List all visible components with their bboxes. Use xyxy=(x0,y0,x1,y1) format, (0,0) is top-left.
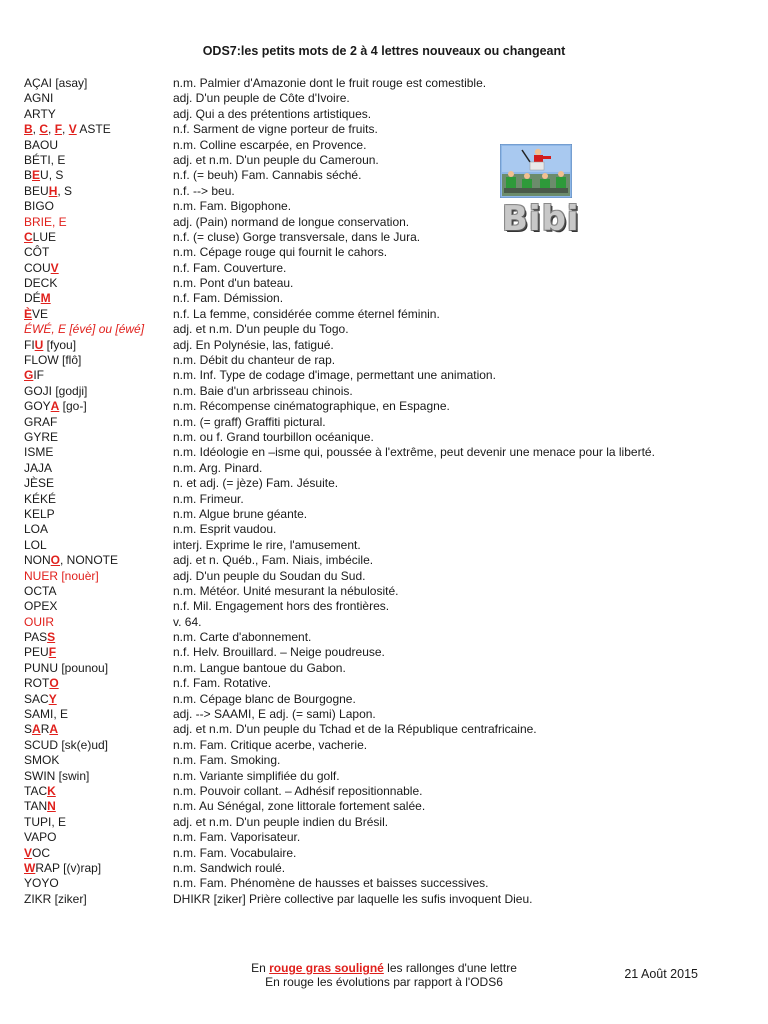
entry-word xyxy=(24,107,56,122)
word-segment: GOY xyxy=(24,399,51,414)
entry-word xyxy=(24,861,101,876)
added-letter: S xyxy=(47,630,56,645)
entry-word xyxy=(24,753,59,768)
entry-word xyxy=(24,815,66,830)
entry-definition: n.m. ou f. Grand tourbillon océanique. xyxy=(173,429,374,444)
entry-word xyxy=(24,645,56,660)
added-letter: F xyxy=(54,122,63,137)
entry-word xyxy=(24,430,58,445)
entry-definition: adj. En Polynésie, las, fatigué. xyxy=(173,337,334,352)
list-item xyxy=(24,846,744,861)
word-segment: AÇAI [asay] xyxy=(24,76,88,90)
list-item xyxy=(24,799,744,814)
word-segment: ROT xyxy=(24,676,50,691)
entry-word xyxy=(24,522,48,537)
entry-word xyxy=(24,892,87,907)
entry-definition: n.f. (= cluse) Gorge transversale, dans le Jura. xyxy=(173,229,421,244)
entry-word xyxy=(24,122,111,137)
word-segment: [fyou] xyxy=(43,337,77,352)
list-item xyxy=(24,168,744,183)
entry-word xyxy=(24,199,54,214)
entry-definition: n.m. Fam. Phénomène de hausses et baisses successives. xyxy=(173,876,489,891)
list-item xyxy=(24,876,744,891)
entry-definition: n.f. Sarment de vigne porteur de fruits. xyxy=(173,122,378,137)
entry-definition: n.m. Cépage blanc de Bourgogne. xyxy=(173,691,356,706)
list-item xyxy=(24,569,744,584)
list-item xyxy=(24,415,744,430)
list-item xyxy=(24,707,744,722)
list-item xyxy=(24,738,744,753)
word-segment: IF xyxy=(33,368,45,383)
entry-word xyxy=(24,476,54,491)
entry-definition: n.f. Fam. Couverture. xyxy=(173,260,287,275)
list-item xyxy=(24,584,744,599)
list-item xyxy=(24,630,744,645)
word-list xyxy=(24,76,744,907)
word-segment: ASTE xyxy=(76,122,111,137)
word-segment: SAMI, E xyxy=(24,707,69,722)
entry-word xyxy=(24,76,87,91)
entry-word xyxy=(24,676,59,691)
word-segment: TAC xyxy=(24,783,48,798)
list-item xyxy=(24,599,744,614)
word-segment: JAJA xyxy=(24,460,53,475)
word-segment: GRAF xyxy=(24,414,58,429)
entry-definition: n.m. Frimeur. xyxy=(173,491,244,506)
entry-definition: n.m. Récompense cinématographique, en Espagne. xyxy=(173,399,450,414)
entry-word xyxy=(24,507,55,522)
list-item xyxy=(24,138,744,153)
word-segment: CÔT xyxy=(24,245,50,260)
list-item xyxy=(24,645,744,660)
entry-word xyxy=(24,261,59,276)
list-item xyxy=(24,784,744,799)
entry-definition: n.m. Fam. Vocabulaire. xyxy=(173,845,297,860)
added-letter: Y xyxy=(48,691,57,706)
added-letter: V xyxy=(50,260,59,275)
entry-word xyxy=(24,784,56,799)
word-segment: PAS xyxy=(24,630,48,645)
entry-word xyxy=(24,615,54,630)
added-letter: A xyxy=(50,399,60,414)
entry-word xyxy=(24,230,56,245)
word-segment: OPEX xyxy=(24,599,58,614)
entry-definition: n.m. Colline escarpée, en Provence. xyxy=(173,137,367,152)
entry-definition: adj. et n.m. D'un peuple indien du Brésil. xyxy=(173,814,389,829)
word-segment: LOL xyxy=(24,537,47,552)
list-item xyxy=(24,476,744,491)
list-item xyxy=(24,399,744,414)
entry-word xyxy=(24,368,44,383)
word-segment: VAPO xyxy=(24,830,57,845)
added-letter: U xyxy=(34,337,44,352)
added-letter: O xyxy=(50,553,61,568)
word-segment: BÉTI, E xyxy=(24,152,66,167)
list-item xyxy=(24,368,744,383)
entry-word xyxy=(24,138,58,153)
word-segment: VE xyxy=(32,306,49,321)
list-item xyxy=(24,353,744,368)
word-segment: DÉ xyxy=(24,291,41,306)
entry-word xyxy=(24,415,57,430)
word-segment: BEU xyxy=(24,183,49,198)
entry-definition: n.m. Débit du chanteur de rap. xyxy=(173,353,336,368)
entry-definition: n.m. Pouvoir collant. – Adhésif repositionnable. xyxy=(173,783,423,798)
entry-definition: n. et adj. (= jèze) Fam. Jésuite. xyxy=(173,476,339,491)
entry-definition: n.m. Météor. Unité mesurant la nébulosité. xyxy=(173,583,399,598)
word-segment: OC xyxy=(32,845,51,860)
entry-word xyxy=(24,799,56,814)
added-letter: N xyxy=(47,799,56,814)
list-item xyxy=(24,692,744,707)
list-item xyxy=(24,861,744,876)
word-segment: JÈSE xyxy=(24,476,55,491)
added-letter: A xyxy=(32,722,41,737)
entry-word xyxy=(24,569,99,584)
bibi-logo xyxy=(500,144,580,240)
entry-definition: n.m. Baie d'un arbrisseau chinois. xyxy=(173,383,353,398)
entry-definition: adj. et n.m. D'un peuple du Cameroun. xyxy=(173,152,379,167)
list-item xyxy=(24,76,744,91)
entry-word xyxy=(24,168,63,183)
entry-definition: v. 64. xyxy=(173,614,202,629)
entry-definition: n.f. La femme, considérée comme éternel féminin. xyxy=(173,306,440,321)
list-item xyxy=(24,815,744,830)
added-letter: B xyxy=(24,122,33,137)
word-segment: ZIKR [ziker] xyxy=(24,891,87,906)
entry-definition: n.f. (= beuh) Fam. Cannabis séché. xyxy=(173,168,362,183)
logo-wordmark: Bibi xyxy=(502,199,580,239)
entry-definition: adj. D'un peuple du Soudan du Sud. xyxy=(173,568,366,583)
entry-word xyxy=(24,445,53,460)
list-item xyxy=(24,230,744,245)
entry-definition: adj. D'un peuple de Côte d'Ivoire. xyxy=(173,91,350,106)
word-segment: , xyxy=(62,122,69,137)
added-letter: G xyxy=(24,368,34,383)
word-segment: U, S xyxy=(40,168,64,183)
added-letter: È xyxy=(24,306,33,321)
added-letter: V xyxy=(68,122,77,137)
entry-definition: n.m. Fam. Smoking. xyxy=(173,753,281,768)
entry-definition: interj. Exprime le rire, l'amusement. xyxy=(173,537,361,552)
word-segment: KELP xyxy=(24,506,55,521)
word-segment: FI xyxy=(24,337,35,352)
entry-word xyxy=(24,322,144,337)
list-item xyxy=(24,492,744,507)
word-segment: , xyxy=(32,122,40,137)
word-segment: , xyxy=(48,122,55,137)
entry-definition: adj. --> SAAMI, E adj. (= sami) Lapon. xyxy=(173,707,376,722)
entry-definition: DHIKR [ziker] Prière collective par laquelle les sufis invoquent Dieu. xyxy=(173,891,533,906)
entry-word xyxy=(24,846,50,861)
entry-word xyxy=(24,492,56,507)
word-segment: LOA xyxy=(24,522,49,537)
entry-word xyxy=(24,153,65,168)
entry-word xyxy=(24,184,72,199)
list-item xyxy=(24,507,744,522)
word-segment: , S xyxy=(57,183,73,198)
list-item xyxy=(24,261,744,276)
entry-definition: n.m. Au Sénégal, zone littorale fortement salée. xyxy=(173,799,426,814)
added-letter: E xyxy=(32,168,41,183)
list-item xyxy=(24,215,744,230)
entry-definition: n.m. Esprit vaudou. xyxy=(173,522,277,537)
added-letter: A xyxy=(49,722,59,737)
word-segment: GOJI [godji] xyxy=(24,383,88,398)
word-segment: SAC xyxy=(24,691,49,706)
list-item xyxy=(24,892,744,907)
entry-definition: n.m. Fam. Vaporisateur. xyxy=(173,830,301,845)
entry-word xyxy=(24,661,108,676)
word-segment: RAP [(v)rap] xyxy=(35,860,102,875)
page-title: ODS7:les petits mots de 2 à 4 lettres nouveaux ou changeant xyxy=(202,44,566,58)
entry-word xyxy=(24,461,52,476)
list-item xyxy=(24,338,744,353)
word-segment: AGNI xyxy=(24,91,54,106)
word-segment: SMOK xyxy=(24,753,60,768)
added-letter: K xyxy=(47,783,56,798)
word-segment: [go-] xyxy=(59,399,87,414)
teacher-classroom-icon xyxy=(500,144,572,198)
entry-definition: n.f. Helv. Brouillard. – Neige poudreuse. xyxy=(173,645,385,660)
entry-definition: n.m. Pont d'un bateau. xyxy=(173,276,294,291)
list-item xyxy=(24,384,744,399)
list-item xyxy=(24,184,744,199)
entry-definition: n.m. Carte d'abonnement. xyxy=(173,630,312,645)
entry-definition: adj. et n.m. D'un peuple du Tchad et de la République centrafricaine. xyxy=(173,722,537,737)
word-segment: BRIE, E xyxy=(24,214,67,229)
word-segment: DECK xyxy=(24,276,58,291)
list-item xyxy=(24,722,744,737)
entry-definition: n.m. Arg. Pinard. xyxy=(173,460,263,475)
word-segment: BAOU xyxy=(24,137,59,152)
entry-word xyxy=(24,630,55,645)
legend-footer xyxy=(0,961,768,989)
list-item xyxy=(24,291,744,306)
legend-emphasis: rouge gras souligné xyxy=(269,961,384,975)
entry-definition: n.m. Palmier d'Amazonie dont le fruit rouge est comestible. xyxy=(173,76,487,90)
entry-word xyxy=(24,538,47,553)
list-item xyxy=(24,245,744,260)
word-segment: OUIR xyxy=(24,614,54,629)
entry-definition: adj. (Pain) normand de longue conservation. xyxy=(173,214,410,229)
entry-word xyxy=(24,738,108,753)
entry-definition: n.f. Fam. Démission. xyxy=(173,291,284,306)
entry-definition: n.m. Fam. Bigophone. xyxy=(173,199,292,214)
entry-word xyxy=(24,338,76,353)
entry-definition: n.m. Idéologie en –isme qui, poussée à l'extrême, peut devenir une menace pour la liberté. xyxy=(173,445,655,460)
list-item xyxy=(24,153,744,168)
list-item xyxy=(24,307,744,322)
list-item xyxy=(24,461,744,476)
entry-word xyxy=(24,584,56,599)
added-letter: O xyxy=(49,676,59,691)
word-segment: ARTY xyxy=(24,106,56,121)
legend-prefix: En xyxy=(251,961,270,975)
added-letter: V xyxy=(24,845,33,860)
word-segment: R xyxy=(40,722,50,737)
entry-word xyxy=(24,553,118,568)
list-item xyxy=(24,107,744,122)
entry-word xyxy=(24,599,57,614)
word-segment: B xyxy=(24,168,33,183)
entry-definition: adj. Qui a des prétentions artistiques. xyxy=(173,106,372,121)
word-segment: SWIN [swin] xyxy=(24,768,90,783)
list-item xyxy=(24,676,744,691)
entry-definition: n.f. --> beu. xyxy=(173,183,235,198)
added-letter: C xyxy=(39,122,49,137)
word-segment: SCUD [sk(e)ud] xyxy=(24,737,109,752)
entry-word xyxy=(24,384,87,399)
list-item xyxy=(24,445,744,460)
list-item xyxy=(24,538,744,553)
entry-word xyxy=(24,830,56,845)
document-date: 21 Août 2015 xyxy=(624,967,698,981)
entry-definition: n.m. (= graff) Graffiti pictural. xyxy=(173,414,326,429)
word-segment: YOYO xyxy=(24,876,59,891)
list-item xyxy=(24,615,744,630)
word-segment: BIGO xyxy=(24,199,55,214)
list-item xyxy=(24,276,744,291)
entry-word xyxy=(24,769,89,784)
entry-word xyxy=(24,91,53,106)
list-item xyxy=(24,553,744,568)
word-segment: PEU xyxy=(24,645,49,660)
entry-word xyxy=(24,692,57,707)
list-item xyxy=(24,753,744,768)
entry-definition: n.f. Mil. Engagement hors des frontières. xyxy=(173,599,390,614)
entry-definition: adj. et n.m. D'un peuple du Togo. xyxy=(173,322,349,337)
word-segment: ISME xyxy=(24,445,54,460)
entry-definition: n.m. Inf. Type de codage d'image, permettant une animation. xyxy=(173,368,496,383)
word-segment: PUNU [pounou] xyxy=(24,660,109,675)
entry-definition: n.m. Fam. Critique acerbe, vacherie. xyxy=(173,737,368,752)
word-segment: , NONOTE xyxy=(60,553,119,568)
word-segment: NON xyxy=(24,553,51,568)
entry-word xyxy=(24,245,49,260)
entry-definition: n.f. Fam. Rotative. xyxy=(173,676,272,691)
entry-definition: n.m. Algue brune géante. xyxy=(173,506,308,521)
added-letter: M xyxy=(40,291,51,306)
added-letter: F xyxy=(48,645,57,660)
word-segment: KÉKÉ xyxy=(24,491,57,506)
entry-definition: n.m. Variante simplifiée du golf. xyxy=(173,768,340,783)
entry-word xyxy=(24,399,87,414)
list-item xyxy=(24,661,744,676)
list-item xyxy=(24,122,744,137)
entry-word xyxy=(24,876,59,891)
entry-word xyxy=(24,276,57,291)
entry-definition: n.m. Langue bantoue du Gabon. xyxy=(173,660,346,675)
word-segment: COU xyxy=(24,260,51,275)
added-letter: W xyxy=(24,860,36,875)
legend-suffix: les rallonges d'une lettre xyxy=(383,961,517,975)
word-segment: LUE xyxy=(32,229,57,244)
added-letter: H xyxy=(48,183,58,198)
word-segment: TAN xyxy=(24,799,48,814)
entry-definition: adj. et n. Québ., Fam. Niais, imbécile. xyxy=(173,553,374,568)
entry-word xyxy=(24,215,67,230)
entry-word xyxy=(24,722,58,737)
list-item xyxy=(24,322,744,337)
entry-definition: n.m. Sandwich roulé. xyxy=(173,860,286,875)
entry-word xyxy=(24,307,48,322)
entry-word xyxy=(24,707,68,722)
entry-word xyxy=(24,353,81,368)
list-item xyxy=(24,91,744,106)
word-segment: ÉWÉ, E [évé] ou [éwé] xyxy=(24,322,145,337)
legend-line-2: En rouge les évolutions par rapport à l'ODS6 xyxy=(265,975,503,989)
word-segment: FLOW [flô] xyxy=(24,353,82,368)
word-segment: NUER [nouèr] xyxy=(24,568,99,583)
list-item xyxy=(24,522,744,537)
word-segment: S xyxy=(24,722,33,737)
word-segment: OCTA xyxy=(24,583,57,598)
word-segment: GYRE xyxy=(24,429,59,444)
list-item xyxy=(24,430,744,445)
added-letter: C xyxy=(24,229,33,244)
word-segment: TUPI, E xyxy=(24,814,67,829)
list-item xyxy=(24,199,744,214)
list-item xyxy=(24,830,744,845)
list-item xyxy=(24,769,744,784)
entry-definition: n.m. Cépage rouge qui fournit le cahors. xyxy=(173,245,388,260)
entry-word xyxy=(24,291,51,306)
